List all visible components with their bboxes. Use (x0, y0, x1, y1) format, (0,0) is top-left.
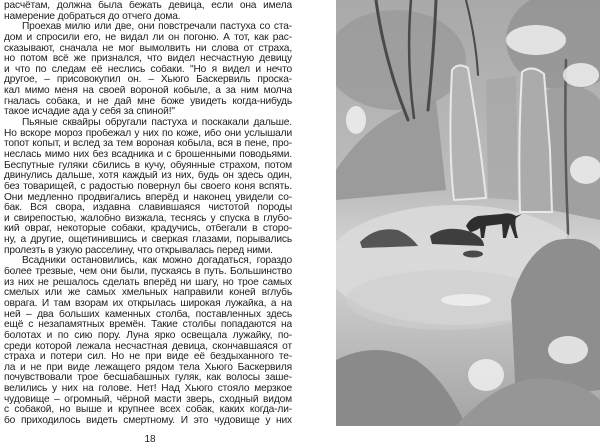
text-line: ней – два больших каменных столба, поставленных здесь (4, 309, 292, 320)
text-line: более трезвые, чем они были, пускаясь в путь. Большинство (4, 267, 292, 278)
text-line: сказывают, сначала не мог вымолвить ни слова от страха, (4, 43, 292, 54)
text-line: кал мимо меня на своей вороной кобыле, а за ним молча (4, 86, 292, 97)
text-line: бак. Вся свора, издавна славившаяся чистотой породы (4, 203, 292, 214)
text-line: Беспутные гуляки сбились в кучу, обуянные страхом, потом (4, 160, 292, 171)
text-line: ещё с незапамятных времён. Такие столбы попадаются на (4, 320, 292, 331)
text-line: страха и потери сил. Но не при виде её бездыханного те- (4, 352, 292, 363)
text-line: намерение добраться до отчего дома. (4, 11, 181, 22)
text-line: гналась собака, и не дай мне боже увидеть когда-нибудь (4, 96, 292, 107)
text-line: ла и не при виде лежащего рядом тела Хьюго Баскервиля (4, 362, 292, 373)
text-line: дом и спросили его, не видал ли он погоню. А тот, как рас- (4, 32, 292, 43)
illustration-hound-in-clearing (336, 0, 600, 426)
text-line: такое исчадие ада у себя за спиной!" (4, 107, 175, 118)
text-line: ну, а другие, ощетинившись и сверкая глазами, порывались (4, 235, 292, 246)
text-line: с собакой, но выше и крупнее всех собак, каких когда-ли- (4, 405, 292, 416)
text-line: Они медленно продвигались вперёд и наконец увидели со- (4, 192, 292, 203)
text-line: Проехав милю или две, они повстречали пастуха со ста- (22, 22, 292, 33)
text-line: смелых или же самых хмельных направили коней вглубь (4, 288, 292, 299)
text-line: Пьяные сквайры обругали пастуха и поскакали дальше. (22, 118, 292, 129)
text-line: среди которой лежала несчастная девица, скончавшаяся от (4, 341, 292, 352)
standing-stones (450, 65, 552, 212)
text-line: и свирепостью, жалобно визжала, теснясь у спуска в глубо- (4, 213, 292, 224)
text-line: бо приходилось видеть смертному. И это чудовище у них (4, 415, 292, 426)
text-line: топот копыт, и вслед за тем вороная кобыла, вся в пене, про- (4, 139, 292, 150)
text-line: пролезть в узкую расселину, что открывалась перед ними. (4, 245, 273, 256)
text-line: почувствовали трое бесшабашных гуляк, как волосы заше- (4, 373, 292, 384)
text-line: Но вскоре мороз пробежал у них по коже, ибо они услышали (4, 128, 292, 139)
page-number: 18 (144, 434, 156, 445)
text-line: Всадники остановились, как можно догадаться, гораздо (22, 256, 292, 267)
text-line: другое, – присовокупил он. – Хьюго Баскервиль проска- (4, 75, 292, 86)
text-line: из них не решалось сделать вперёд ни шагу, но трое самых (4, 277, 292, 288)
text-line: кий овраг, некоторые собаки, крадучись, отбегали в сторо- (4, 224, 292, 235)
text-line: велились у них на голове. Нет! Над Хьюго стояло мерзкое (4, 384, 292, 395)
text-line: чудовище – огромный, чёрной масти зверь, сходный видом (4, 394, 292, 405)
text-line: и что по следам её неслись собаки. "Но я видел и нечто (4, 64, 292, 75)
text-line: двинулись дальше, хотя каждый из них, будь он здесь один, (4, 171, 292, 182)
text-line: расчётам, должна была бежать девица, если она имела (4, 1, 292, 11)
page-text (4, 1, 292, 427)
text-line: болотах и по сию пору. Луна ярко освещала лужайку, по- (4, 330, 292, 341)
text-line: без товарищей, с радостью повернул бы своего коня вспять. (4, 181, 292, 192)
text-line: но потом всё же признался, что видел несчастную девицу (4, 54, 292, 65)
text-line: неслась мимо них без всадника и с брошенными поводьями. (4, 149, 292, 160)
text-line: оврага. И там взорам их открылась широкая лужайка, а на (4, 298, 292, 309)
